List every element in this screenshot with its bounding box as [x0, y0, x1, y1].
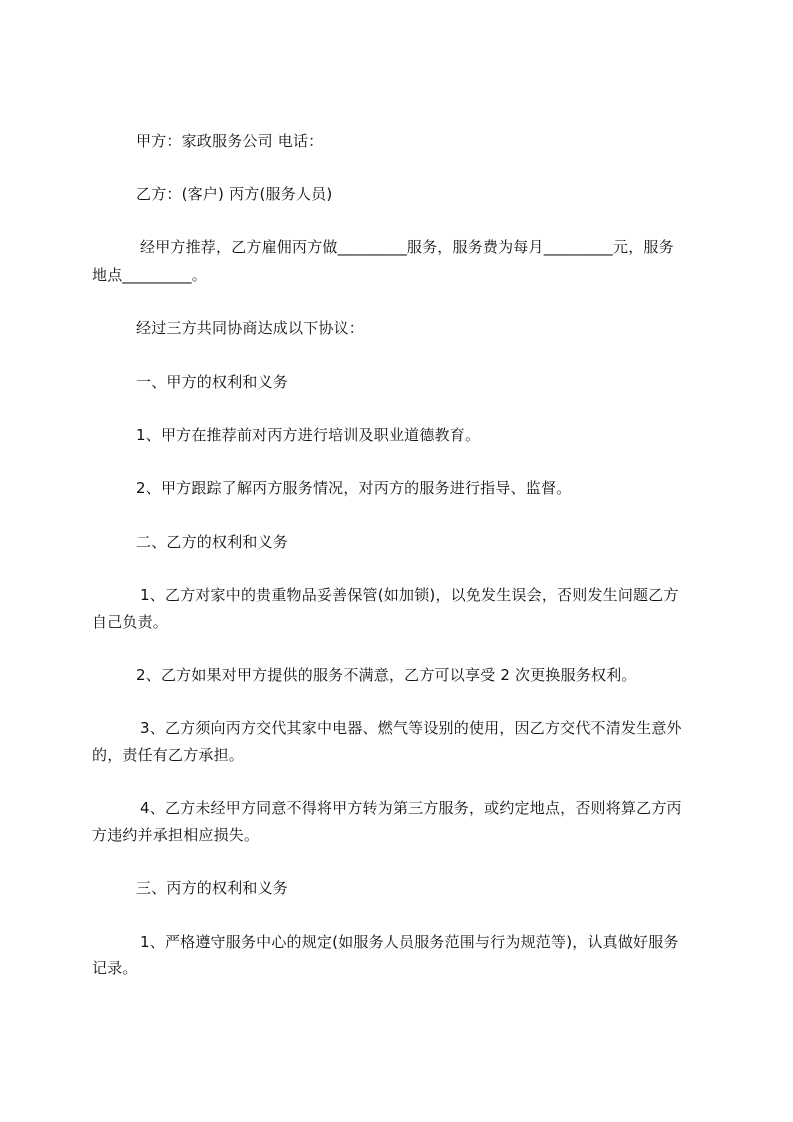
agreement-statement: 经过三方共同协商达成以下协议： — [136, 319, 365, 337]
section-3-heading: 三、丙方的权利和义务 — [136, 879, 289, 897]
section-2-item-1-line-2: 自己负责。 — [92, 613, 169, 631]
section-1-heading: 一、甲方的权利和义务 — [136, 373, 289, 391]
section-2-heading: 二、乙方的权利和义务 — [136, 533, 289, 551]
section-2-item-4-line-1: 4、乙方未经甲方同意不得将甲方转为第三方服务，或约定地点，否则将算乙方丙 — [140, 799, 682, 817]
section-2-item-3-line-1: 3、乙方须向丙方交代其家中电器、燃气等设别的使用，因乙方交代不清发生意外 — [140, 719, 682, 737]
section-3-item-1-line-1: 1、严格遵守服务中心的规定(如服务人员服务范围与行为规范等)，认真做好服务 — [140, 933, 679, 951]
section-1-item-2: 2、甲方跟踪了解丙方服务情况，对丙方的服务进行指导、监督。 — [136, 479, 572, 497]
party-b-line: 乙方：(客户) 丙方(服务人员) — [136, 185, 333, 203]
section-2-item-1-line-1: 1、乙方对家中的贵重物品妥善保管(如加锁)，以免发生误会，否则发生问题乙方 — [140, 586, 679, 604]
section-2-item-3-line-2: 的，责任有乙方承担。 — [92, 746, 245, 764]
intro-line-1: 经甲方推荐，乙方雇佣丙方做_________服务，服务费为每月_________元，服务 — [140, 238, 674, 256]
section-2-item-4-line-2: 方违约并承担相应损失。 — [92, 826, 260, 844]
party-a-line: 甲方：家政服务公司 电话： — [136, 132, 324, 150]
section-3-item-1-line-2: 记录。 — [92, 959, 138, 977]
section-2-item-2: 2、乙方如果对甲方提供的服务不满意，乙方可以享受 2 次更换服务权利。 — [136, 666, 637, 684]
section-1-item-1: 1、甲方在推荐前对丙方进行培训及职业道德教育。 — [136, 426, 481, 444]
intro-line-2: 地点_________。 — [92, 266, 207, 284]
